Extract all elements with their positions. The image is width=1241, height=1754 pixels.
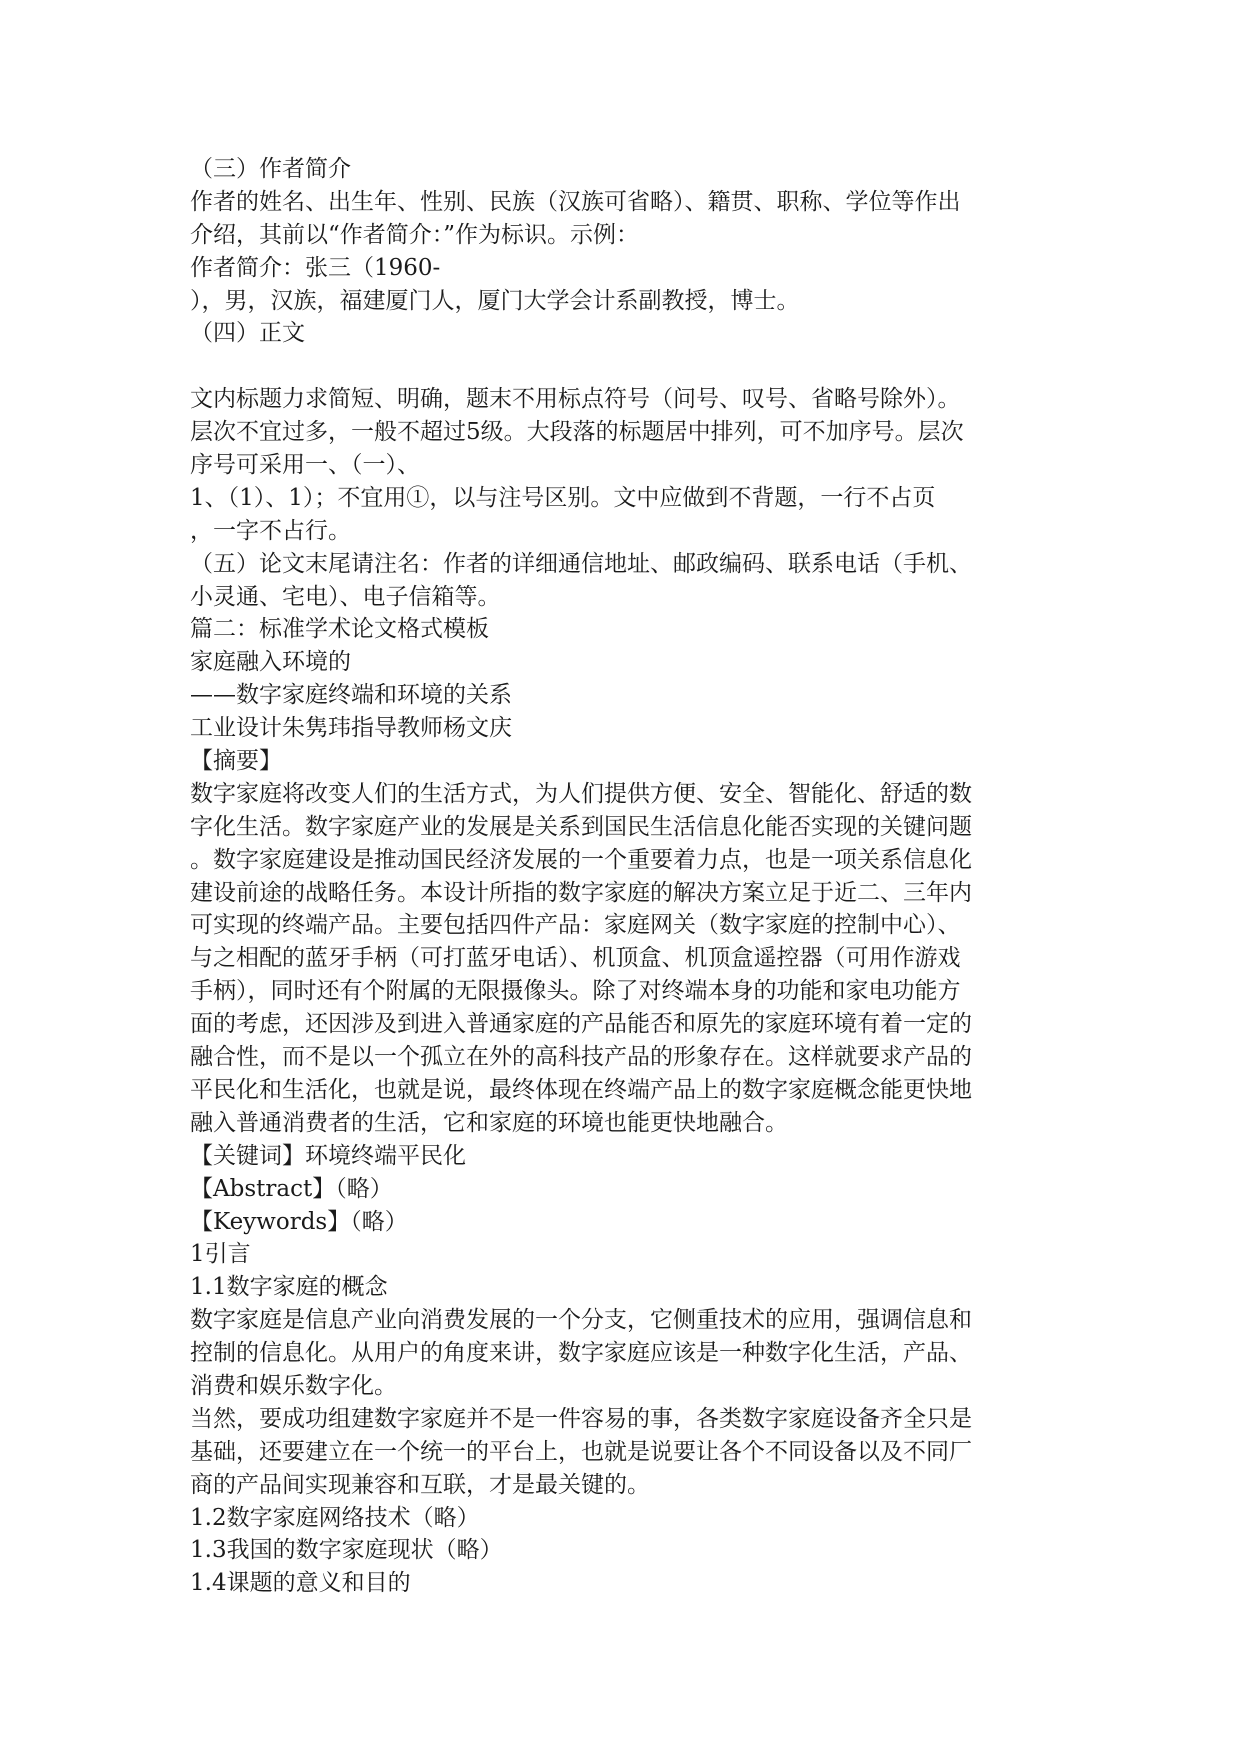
abstract-en-line: 【Abstract】（略） [190,1175,393,1202]
text-line: ），男，汉族，福建厦门人，厦门大学会计系副教授，博士。 [190,287,800,314]
abstract-line: 平民化和生活化，也就是说，最终体现在终端产品上的数字家庭概念能更快地 [190,1076,972,1103]
heading-body: （四）正文 [190,320,305,347]
paper-subtitle: ——数字家庭终端和环境的关系 [190,682,512,709]
abstract-line: 可实现的终端产品。主要包括四件产品：家庭网关（数字家庭的控制中心）、 [190,912,961,939]
abstract-line: 融入普通消费者的生活，它和家庭的环境也能更快地融合。 [190,1109,788,1136]
author-line: 工业设计朱隽玮指导教师杨文庆 [190,715,512,742]
text-line: ，一字不占行。 [190,517,351,544]
text-line: 序号可采用一、（一）、 [190,452,420,479]
text-line: 消费和娱乐数字化。 [190,1372,397,1399]
text-line: 当然，要成功组建数字家庭并不是一件容易的事，各类数字家庭设备齐全只是 [190,1405,972,1432]
heading-1-3: 1.3我国的数字家庭现状（略） [190,1537,503,1564]
text-line: 作者简介：张三（1960- [190,254,441,281]
abstract-line: 手柄），同时还有个附属的无限摄像头。除了对终端本身的功能和家电功能方 [190,978,961,1005]
text-line: 商的产品间实现兼容和互联，才是最关键的。 [190,1471,650,1498]
abstract-line: 字化生活。数字家庭产业的发展是关系到国民生活信息化能否实现的关键问题 [190,813,972,840]
heading-1-4: 1.4课题的意义和目的 [190,1570,411,1597]
abstract-line: 。数字家庭建设是推动国民经济发展的一个重要着力点，也是一项关系信息化 [190,846,972,873]
heading-introduction: 1引言 [190,1241,251,1268]
abstract-heading: 【摘要】 [190,748,282,775]
text-line: 文内标题力求简短、明确，题末不用标点符号（问号、叹号、省略号除外）。 [190,386,961,413]
text-line: 控制的信息化。从用户的角度来讲，数字家庭应该是一种数字化生活，产品、 [190,1340,972,1367]
text-line: 介绍，其前以“作者简介：”作为标识。示例： [190,221,640,248]
abstract-line: 建设前途的战略任务。本设计所指的数字家庭的解决方案立足于近二、三年内 [190,879,972,906]
text-line: 1、（1）、1）；不宜用①，以与注号区别。文中应做到不背题，一行不占页 [190,484,936,511]
section-title: 篇二：标准学术论文格式模板 [190,616,489,643]
abstract-line: 面的考虑，还因涉及到进入普通家庭的产品能否和原先的家庭环境有着一定的 [190,1011,972,1038]
blank-line [190,350,1070,383]
heading-1-2: 1.2数字家庭网络技术（略） [190,1504,480,1531]
heading-1-1: 1.1数字家庭的概念 [190,1274,388,1301]
text-line: 层次不宜过多，一般不超过5级。大段落的标题居中排列，可不加序号。层次 [190,419,964,446]
paper-title: 家庭融入环境的 [190,649,351,676]
keywords-line: 【关键词】环境终端平民化 [190,1142,466,1169]
abstract-line: 数字家庭将改变人们的生活方式，为人们提供方便、安全、智能化、舒适的数 [190,780,972,807]
heading-author-intro: （三）作者简介 [190,156,351,182]
document-page [190,153,1070,1600]
keywords-en-line: 【Keywords】（略） [190,1208,408,1235]
abstract-line: 融合性，而不是以一个孤立在外的高科技产品的形象存在。这样就要求产品的 [190,1044,972,1071]
text-line: 基础，还要建立在一个统一的平台上，也就是说要让各个不同设备以及不同厂 [190,1438,972,1465]
text-line: 小灵通、宅电）、电子信箱等。 [190,583,501,610]
text-line: （五）论文末尾请注名：作者的详细通信地址、邮政编码、联系电话（手机、 [190,550,972,577]
text-line: 数字家庭是信息产业向消费发展的一个分支，它侧重技术的应用，强调信息和 [190,1307,972,1334]
text-line: 作者的姓名、出生年、性别、民族（汉族可省略）、籍贯、职称、学位等作出 [190,188,961,215]
abstract-line: 与之相配的蓝牙手柄（可打蓝牙电话）、机顶盒、机顶盒遥控器（可用作游戏 [190,945,961,972]
